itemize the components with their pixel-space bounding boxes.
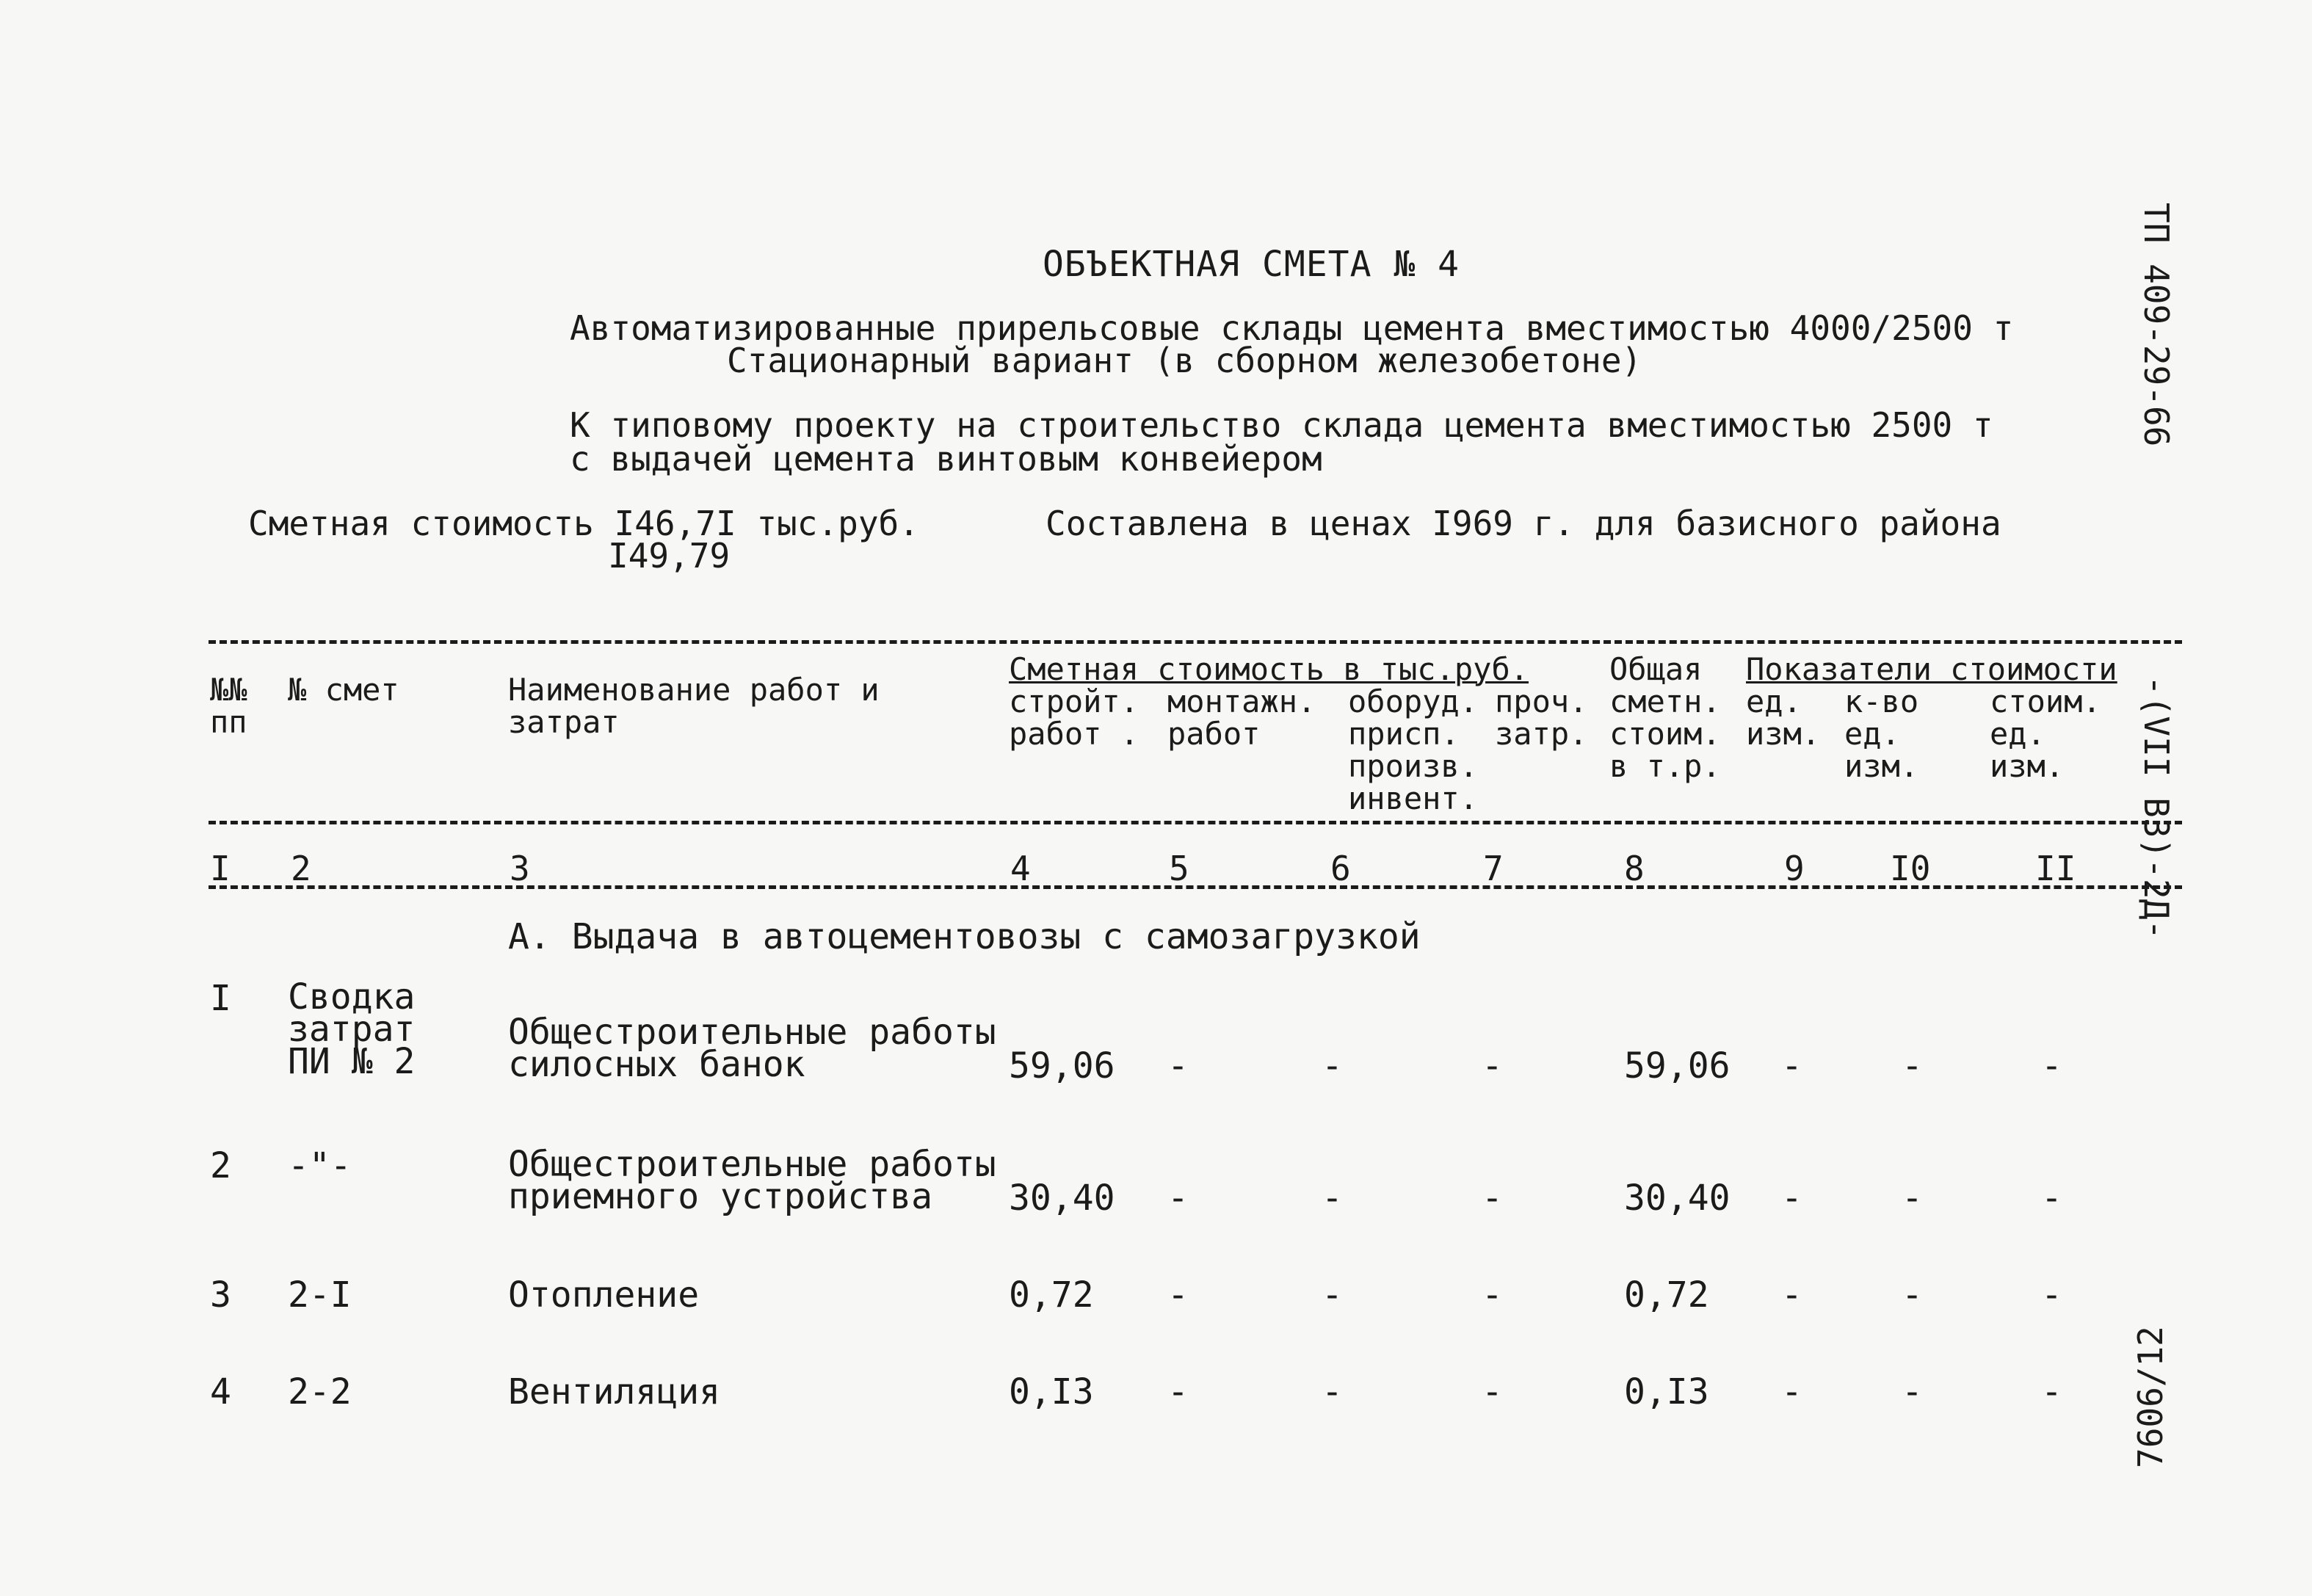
row-2-name: Общестроительные работы приемного устройства	[508, 1144, 996, 1217]
row-3-c9: -	[1781, 1274, 1802, 1316]
column-number: 2	[291, 849, 311, 888]
header-col-6: оборуд. присп. произв. инвент.	[1348, 683, 1479, 816]
project-line-2: с выдачей цемента винтовым конвейером	[570, 439, 1322, 479]
row-4-c9: -	[1781, 1371, 1802, 1412]
column-number: 4	[1010, 849, 1031, 888]
column-number: І	[210, 849, 231, 888]
row-2-c7: -	[1482, 1178, 1503, 1219]
section-title: А. Выдача в автоцементовозы с самозагрузкой	[508, 916, 1421, 957]
header-bottom-rule	[209, 821, 2182, 824]
row-2-number: 2	[210, 1145, 231, 1186]
side-sheet-number: 7606/12	[2131, 1326, 2170, 1468]
row-2-c5: -	[1167, 1178, 1189, 1219]
row-1-c4: 59,06	[1009, 1045, 1115, 1087]
subtitle-line-2: Стационарный вариант (в сборном железобетоне)	[727, 341, 1642, 380]
estimated-cost-alt: І49,79	[608, 536, 731, 576]
column-numbers-rule	[209, 885, 2182, 889]
header-col-5: монтажн. работ	[1167, 683, 1316, 752]
row-4-number: 4	[210, 1371, 231, 1412]
header-col-7: проч. затр.	[1495, 683, 1588, 752]
row-2-c8: 30,40	[1624, 1178, 1731, 1219]
project-line-1: К типовому проекту на строительство склада цемента вместимостью 2500 т	[570, 405, 1993, 445]
estimated-cost: Сметная стоимость І46,7І тыс.руб.	[248, 504, 919, 543]
header-col-1: №№ пп	[210, 672, 247, 740]
row-2-c6: -	[1322, 1178, 1343, 1219]
row-4-name: Вентиляция	[508, 1371, 720, 1412]
header-col-4: стройт. работ .	[1009, 683, 1139, 752]
row-2-c9: -	[1781, 1178, 1802, 1219]
row-4-c8: 0,І3	[1624, 1371, 1709, 1412]
row-4-c5: -	[1167, 1371, 1189, 1412]
row-4-c11: -	[2041, 1371, 2062, 1412]
column-number: 8	[1624, 849, 1645, 888]
row-3-c7: -	[1482, 1274, 1503, 1316]
row-4-c4: 0,І3	[1009, 1371, 1094, 1412]
row-1-c6: -	[1322, 1045, 1343, 1087]
row-2-smeta: -"-	[288, 1145, 352, 1186]
row-3-c6: -	[1322, 1274, 1343, 1316]
column-number: 5	[1169, 849, 1189, 888]
side-project-code: ТП 409-29-66	[2137, 203, 2176, 447]
header-group-cost: Сметная стоимость в тыс.руб.	[1009, 651, 1529, 687]
header-col-2: № смет	[288, 672, 399, 708]
column-number: 6	[1330, 849, 1351, 888]
header-col-8: Общая сметн. стоим. в т.р.	[1609, 651, 1721, 784]
row-4-smeta: 2-2	[288, 1371, 352, 1412]
header-col-10: к-во ед. изм.	[1844, 683, 1919, 784]
side-album-code: -(VII ВЗ)-2Д-	[2137, 675, 2176, 940]
row-1-c8: 59,06	[1624, 1045, 1731, 1087]
column-number: 3	[510, 849, 530, 888]
header-group-indicators: Показатели стоимости	[1746, 651, 2117, 687]
row-3-c4: 0,72	[1009, 1274, 1094, 1316]
row-4-c10: -	[1902, 1371, 1923, 1412]
row-1-smeta: Сводка затрат ПИ № 2	[288, 976, 416, 1082]
row-3-c8: 0,72	[1624, 1274, 1709, 1316]
column-number: І0	[1890, 849, 1931, 888]
row-3-c11: -	[2041, 1274, 2062, 1316]
header-col-9: ед. изм.	[1746, 683, 1821, 752]
row-3-c10: -	[1902, 1274, 1923, 1316]
prices-note: Составлена в ценах І969 г. для базисного района	[1046, 504, 2001, 543]
row-2-c4: 30,40	[1009, 1178, 1115, 1219]
column-number: 7	[1483, 849, 1504, 888]
row-3-smeta: 2-І	[288, 1274, 352, 1316]
row-1-c11: -	[2041, 1045, 2062, 1087]
row-4-c7: -	[1482, 1371, 1503, 1412]
row-2-c10: -	[1902, 1178, 1923, 1219]
row-1-c10: -	[1902, 1045, 1923, 1087]
row-3-number: 3	[210, 1274, 231, 1316]
row-3-name: Отопление	[508, 1274, 700, 1316]
row-1-number: І	[210, 978, 231, 1019]
row-1-c5: -	[1167, 1045, 1189, 1087]
header-col-11: стоим. ед. изм.	[1990, 683, 2101, 784]
document-title: ОБЪЕКТНАЯ СМЕТА № 4	[1043, 244, 1460, 285]
header-col-3: Наименование работ и затрат	[508, 672, 880, 740]
header-top-rule	[209, 640, 2182, 644]
row-1-c7: -	[1482, 1045, 1503, 1087]
row-1-name: Общестроительные работы силосных банок	[508, 1012, 996, 1085]
row-1-c9: -	[1781, 1045, 1802, 1087]
column-number: 9	[1784, 849, 1805, 888]
row-3-c5: -	[1167, 1274, 1189, 1316]
row-2-c11: -	[2041, 1178, 2062, 1219]
row-4-c6: -	[1322, 1371, 1343, 1412]
subtitle-line-1: Автоматизированные прирельсовые склады цемента вместимостью 4000/2500 т	[570, 308, 2014, 348]
column-number: ІІ	[2035, 849, 2076, 888]
